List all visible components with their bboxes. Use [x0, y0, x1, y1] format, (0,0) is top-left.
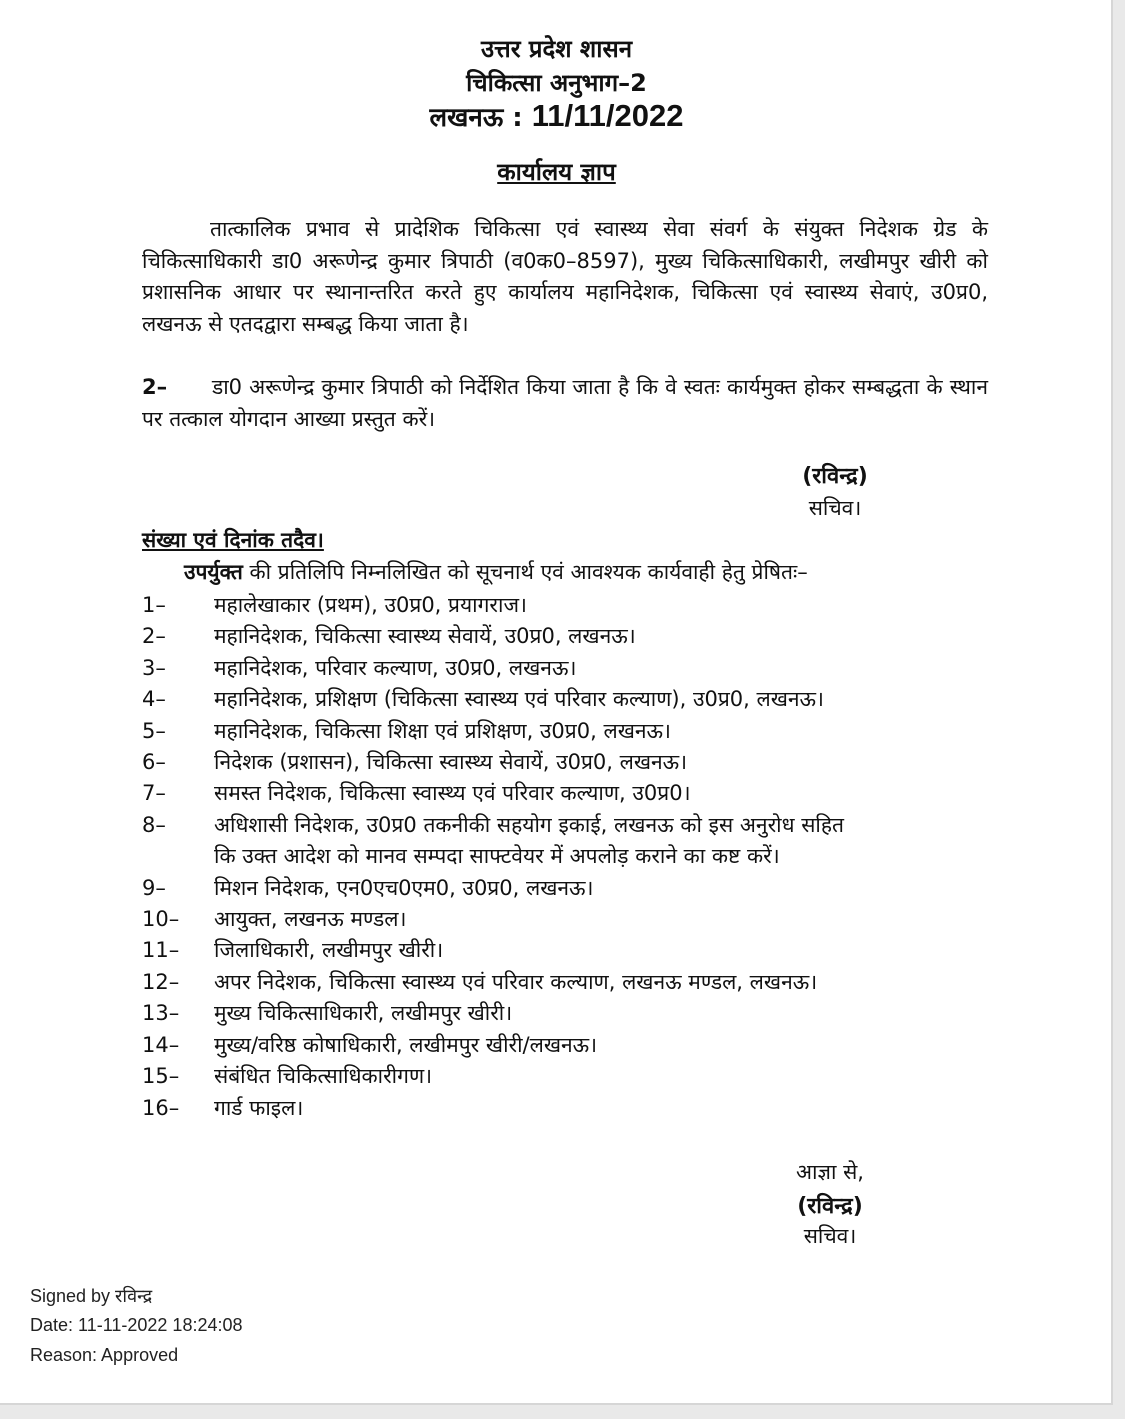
list-item-number: 13– — [142, 1001, 180, 1026]
list-item-text: निदेशक (प्रशासन), चिकित्सा स्वास्थ्य सेवायें, उ0प्र0, लखनऊ। — [214, 750, 688, 775]
list-item-number: 11– — [142, 938, 180, 963]
list-item-text: अपर निदेशक, चिकित्सा स्वास्थ्य एवं परिवार कल्याण, लखनऊ मण्डल, लखनऊ। — [214, 969, 818, 994]
list-item-number: 8– — [142, 812, 166, 837]
signatory-name-2: (रविन्द्र) — [797, 1194, 863, 1219]
signatory-name: (रविन्द्र) — [802, 464, 868, 489]
list-item-text: महानिदेशक, परिवार कल्याण, उ0प्र0, लखनऊ। — [214, 655, 577, 680]
list-item — [142, 1030, 992, 1061]
list-item — [142, 653, 992, 684]
list-item — [142, 1061, 992, 1092]
list-item — [142, 590, 992, 621]
reference-line: संख्या एवं दिनांक तदैव। — [142, 528, 324, 552]
list-item-number: 14– — [142, 1032, 180, 1057]
list-item-text: मुख्य चिकित्साधिकारी, लखीमपुर खीरी। — [214, 1001, 513, 1026]
list-item-number: 16– — [142, 1095, 180, 1120]
list-item-number: 9– — [142, 875, 166, 900]
list-item-text: जिलाधिकारी, लखीमपुर खीरी। — [214, 938, 444, 963]
paragraph-2-text: डा0 अरूणेन्द्र कुमार त्रिपाठी को निर्देशित किया जाता है कि वे स्वतः कार्यमुक्त होकर सम्बद्धता के स्थान पर तत्काल योगदान आख्या प्रस्तुत करें। — [142, 375, 988, 431]
document-title: कार्यालय ज्ञाप — [497, 158, 616, 186]
list-item-text: महानिदेशक, चिकित्सा स्वास्थ्य सेवायें, उ0प्र0, लखनऊ। — [214, 624, 636, 649]
digital-sign-date: Date: 11-11-2022 18:24:08 — [30, 1315, 243, 1335]
list-item — [142, 1093, 992, 1124]
list-item-number: 15– — [142, 1064, 180, 1089]
list-item — [142, 684, 992, 715]
list-item — [142, 998, 992, 1029]
paragraph-2 — [142, 372, 988, 435]
list-item-text: महानिदेशक, प्रशिक्षण (चिकित्सा स्वास्थ्य एवं परिवार कल्याण), उ0प्र0, लखनऊ। — [214, 687, 824, 712]
government-heading: उत्तर प्रदेश शासन — [480, 35, 633, 63]
list-item-text: संबंधित चिकित्साधिकारीगण। — [214, 1064, 433, 1089]
copy-intro-text: की प्रतिलिपि निम्नलिखित को सूचनार्थ एवं आवश्यक कार्यवाही हेतु प्रेषितः– — [242, 560, 808, 584]
list-item — [142, 716, 992, 747]
list-item — [142, 935, 992, 966]
list-item — [142, 778, 992, 809]
list-item-text: आयुक्त, लखनऊ मण्डल। — [214, 907, 407, 932]
digital-signed-by: Signed by रविन्द्र — [30, 1286, 153, 1306]
list-item — [142, 621, 992, 652]
list-item-text: महालेखाकार (प्रथम), उ0प्र0, प्रयागराज। — [214, 593, 527, 617]
paragraph-1-text: तात्कालिक प्रभाव से प्रादेशिक चिकित्सा एवं स्वास्थ्य सेवा संवर्ग के संयुक्त निदेशक ग्रेड के चिकित्साधिकारी डा0 अरूणेन्द्र कुमार त्रिपाठी (व0क0–8597), मुख्य चिकित्साधिकारी, लखीमपुर खीरी को प्रशासनिक आधार पर स्थानान्तरित करते हुए कार्यालय महानिदेशक, चिकित्सा एवं स्वास्थ्य सेवाएं, उ0प्र0, लखनऊ से एतदद्वारा सम्बद्ध किया जाता है। — [142, 217, 988, 336]
document-date: 11/11/2022 — [531, 98, 684, 133]
copy-intro-bold: उपर्युक्त — [184, 560, 243, 584]
list-item-number: 5– — [142, 718, 166, 743]
signatory-post-2: सचिव। — [803, 1224, 857, 1248]
list-item — [142, 810, 992, 873]
list-item — [142, 873, 992, 904]
list-item — [142, 904, 992, 935]
list-item-number: 12– — [142, 969, 180, 994]
place-date-line — [0, 98, 1113, 134]
list-item-number: 7– — [142, 781, 166, 806]
place-label: लखनऊ : — [429, 103, 523, 133]
list-item-text: समस्त निदेशक, चिकित्सा स्वास्थ्य एवं परिवार कल्याण, उ0प्र0। — [214, 781, 691, 806]
list-item-text: मिशन निदेशक, एन0एच0एम0, उ0प्र0, लखनऊ। — [214, 875, 594, 900]
list-item-number: 6– — [142, 750, 166, 775]
digital-sign-reason: Reason: Approved — [30, 1345, 179, 1365]
signatory-post: सचिव। — [808, 496, 862, 520]
list-item-text: मुख्य/वरिष्ठ कोषाधिकारी, लखीमपुर खीरी/लखनऊ। — [214, 1032, 598, 1057]
paragraph-1 — [142, 214, 988, 340]
list-item-number: 2– — [142, 624, 166, 649]
list-item-number: 4– — [142, 687, 166, 712]
department-heading: चिकित्सा अनुभाग–2 — [466, 69, 647, 97]
list-item — [142, 747, 992, 778]
copy-intro — [184, 558, 808, 586]
list-item-number: 1– — [142, 593, 166, 617]
order-line: आज्ञा से, — [796, 1160, 864, 1184]
copy-recipient-list — [142, 590, 992, 1124]
paragraph-2-number: 2– — [142, 375, 168, 399]
list-item — [142, 967, 992, 998]
list-item-number: 10– — [142, 907, 180, 932]
list-item-text: अधिशासी निदेशक, उ0प्र0 तकनीकी सहयोग इकाई, लखनऊ को इस अनुरोध सहित कि उक्त आदेश को मानव सम्पदा साफ्टवेयर में अपलोड़ कराने का कष्ट करें। — [214, 812, 844, 869]
list-item-number: 3– — [142, 655, 166, 680]
list-item-text: गार्ड फाइल। — [214, 1095, 304, 1120]
list-item-text: महानिदेशक, चिकित्सा शिक्षा एवं प्रशिक्षण, उ0प्र0, लखनऊ। — [214, 718, 671, 743]
